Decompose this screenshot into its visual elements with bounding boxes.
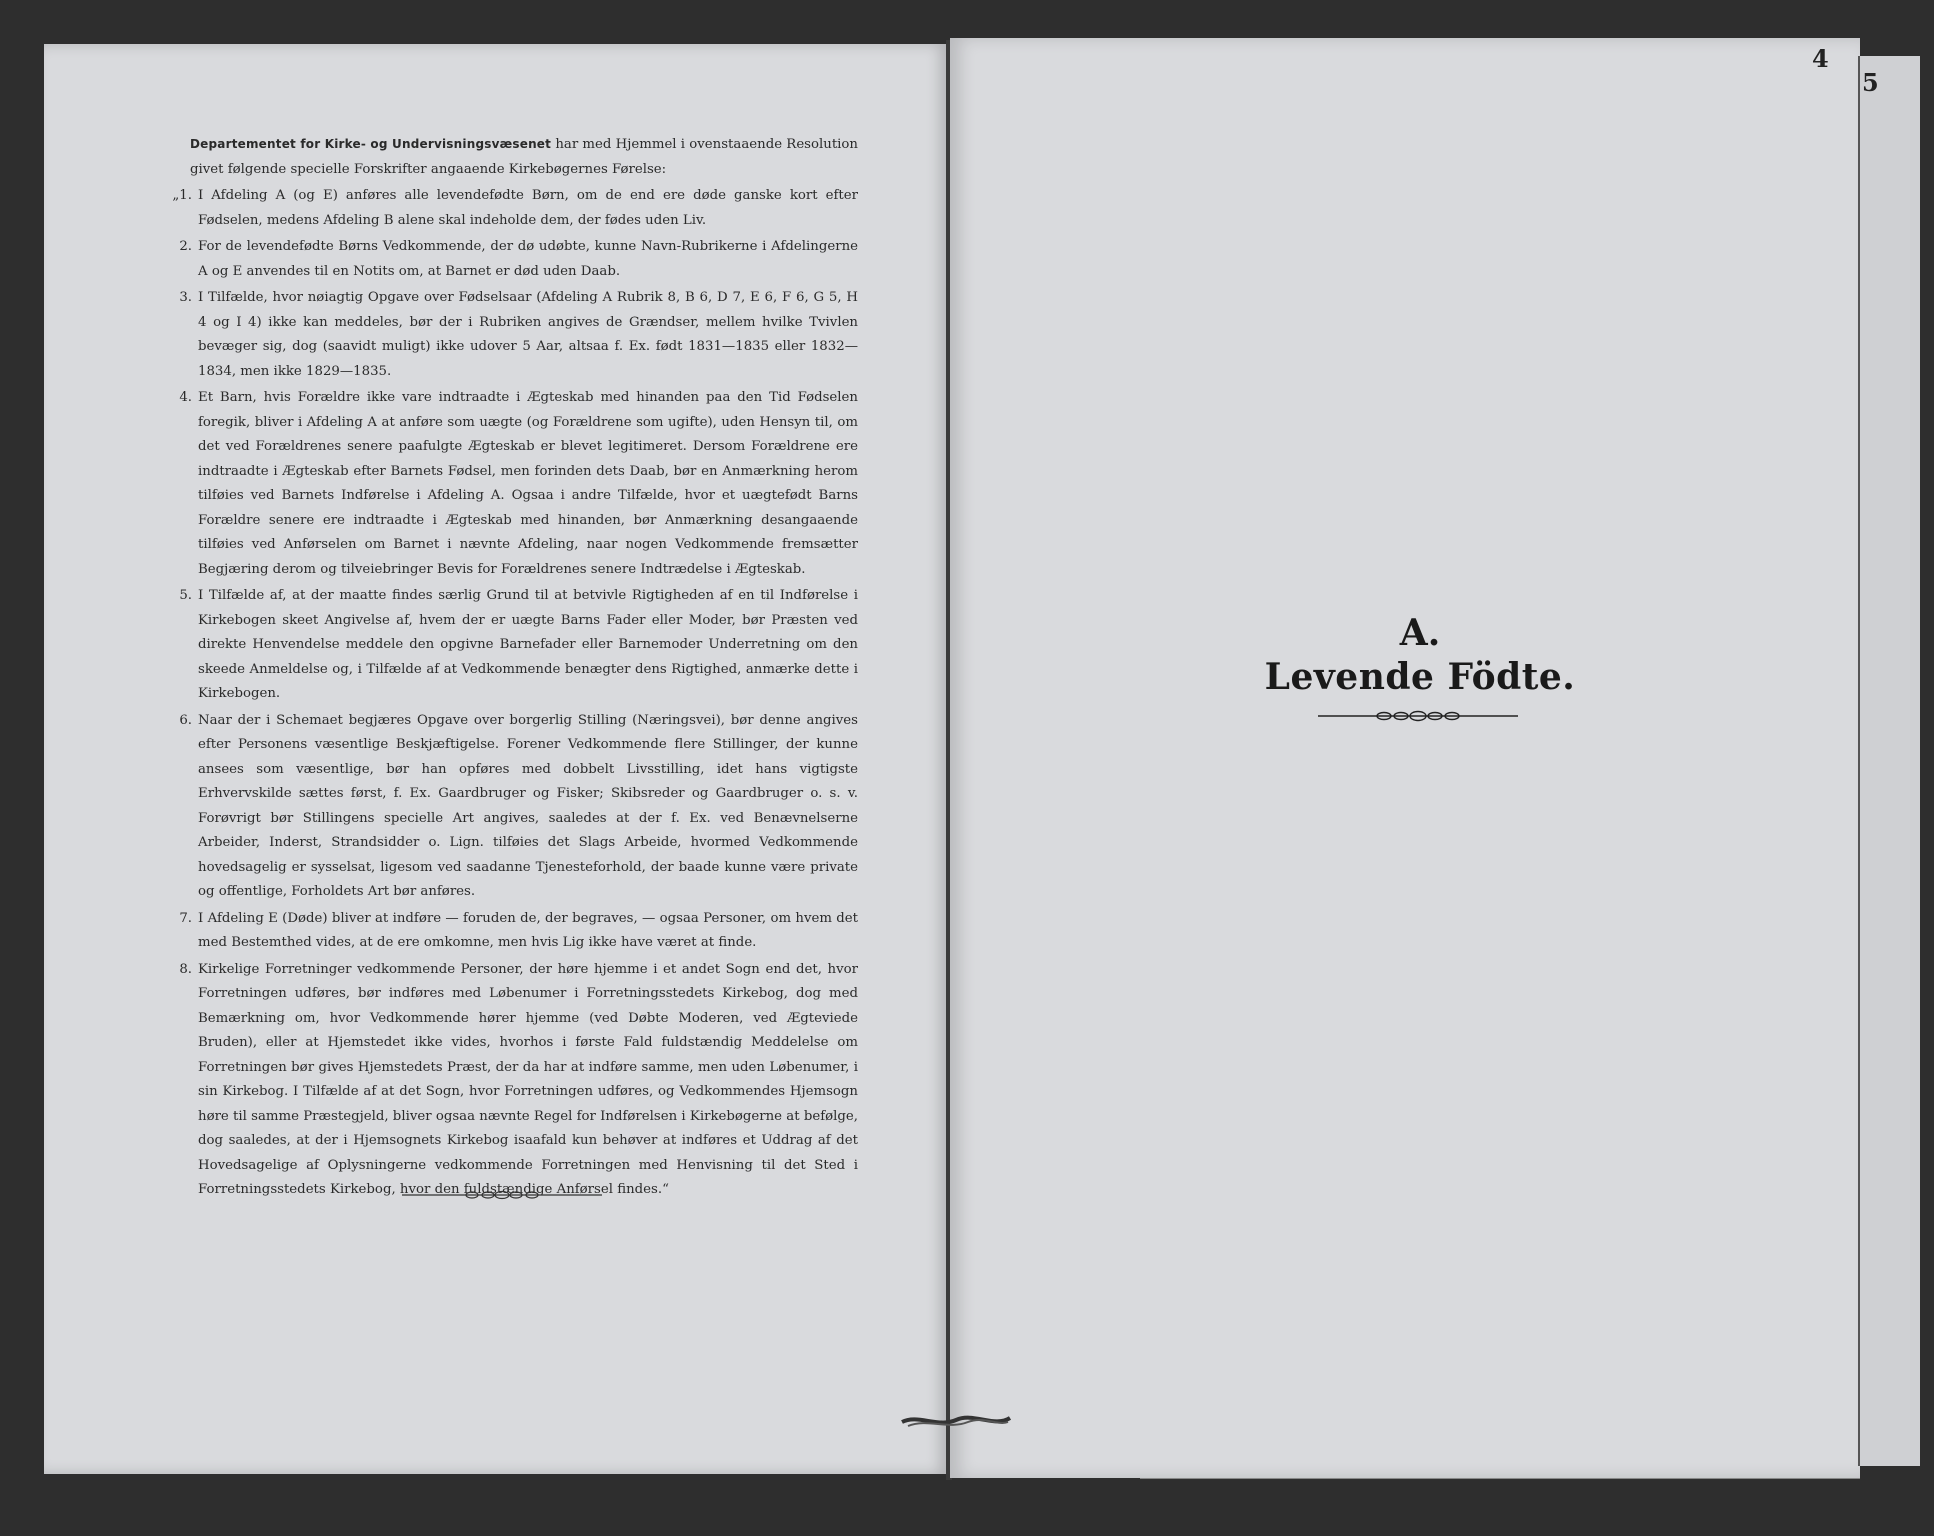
section-letter: A. [1399, 612, 1441, 654]
rule-text: For de levendefødte Børns Vedkommende, der dø udøbte, kunne Navn-Rubrikerne i Afdelingerne A og E anvendes til en Notits om, at Barnet er død uden Daab. [198, 239, 858, 279]
rule-item [158, 584, 858, 707]
page-number-left: 4 [1812, 44, 1829, 73]
next-page-edge [1858, 56, 1920, 1466]
rule-text: Kirkelige Forretninger vedkommende Personer, der høre hjemme i et andet Sogn end det, hvor Forretningen udføres, bør indføres med Løbenumer i Forretningsstedets Kirkebog, dog med Bemærkning om, hvor Vedkommende hører hjemme (ved Døbte Moderen, ved Ægteviede Bruden), eller at Hjemstedet ikke vides, hvorhos i første Fald fuldstændig Meddelelse om Forretningen bør gives Hjemstedets Præst, der da har at indføre samme, men uden Løbenumer, i sin Kirkebog. I Tilfælde af at det Sogn, hvor Forretningen udføres, og Vedkommendes Hjemsogn høre til samme Præstegjeld, bliver ogsaa nævnte Regel for Indførelsen i Kirkebøgerne at befølge, dog saaledes, at der i Hjemsognets Kirkebog isaafald kun behøver at indføres et Uddrag af det Hovedsagelige af Oplysningerne vedkommende Forretningen med Henvisning til det Sted i Forretningsstedets Kirkebog, hvor den fuldstændige Anførsel findes.“ [198, 961, 858, 1197]
rule-number: 7. [179, 910, 192, 926]
bottom-edge-line [1140, 1478, 1860, 1479]
right-page [950, 38, 1860, 1478]
rule-item [158, 907, 858, 956]
rule-item [158, 958, 858, 1203]
rule-number: 5. [179, 588, 192, 603]
rules-list [158, 184, 858, 1205]
rule-text: Naar der i Schemaet begjæres Opgave over borgerlig Stilling (Næringsvei), bør denne angives efter Personens væsentlige Beskjæftigelse. Forener Vedkommende flere Stillinger, der kunne ansees som væsentlige, bør han opføres med dobbelt Livsstilling, idet hans vigtigste Erhvervskilde sættes først, f. Ex. Gaardbruger og Fisker; Skibsreder og Gaardbruger o. s. v. Forøvrigt bør Stillingens specielle Art angives, saaledes at der f. Ex. ved Benævnelserne Arbeider, Inderst, Strandsidder o. Lign. tilføies det Slags Arbeide, hvormed Vedkommende hovedsagelig er sysselsat, ligesom ved saadanne Tjenesteforhold, der baade kunne være private og offentlige, Forholdets Art bør anføres. [198, 712, 858, 899]
rule-number: 6. [179, 712, 192, 728]
rule-number: „1. [172, 188, 192, 203]
rule-text: I Tilfælde af, at der maatte findes særlig Grund til at betvivle Rigtigheden af en til Indførelse i Kirkebogen skeet Angivelse af, hvem der er uægte Barns Fader eller Moder, bør Præsten ved direkte Henvendelse meddele den opgivne Barnefader eller Barnemoder Underretning om den skeede Anmeldelse og, i Tilfælde af at Vedkommende benægter dens Rigtighed, anmærke dette i Kirkebogen. [198, 588, 858, 701]
rule-item [158, 709, 858, 905]
rule-text: Et Barn, hvis Forældre ikke vare indtraadte i Ægteskab med hinanden paa den Tid Fødselen foregik, bliver i Afdeling A at anføre som uægte (og Forældrene som ugifte), uden Hensyn til, om det ved Forældrenes senere paafulgte Ægteskab er blevet legitimeret. Dersom Forældrene ere indtraadte i Ægteskab efter Barnets Fødsel, men forinden dets Daab, bør en Anmærkning herom tilføies ved Barnets Indførelse i Afdeling A. Ogsaa i andre Tilfælde, hvor et uægtefødt Barns Forældre senere ere indtraadte i Ægteskab med hinanden, bør Anmærkning desangaaende tilføies ved Anførselen om Barnet i nævnte Afdeling, naar nogen Vedkommende fremsætter Begjæring derom og tilveiebringer Bevis for Forældrenes senere Indtrædelse i Ægteskab. [198, 390, 858, 577]
department-name: Departementet for Kirke- og Undervisningsvæsenet [190, 137, 552, 151]
ornament-divider-right [1318, 708, 1518, 724]
page-number-right: 5 [1862, 68, 1879, 97]
rule-number: 3. [179, 290, 192, 305]
binding-stitch [898, 1408, 1014, 1432]
rule-item [158, 235, 858, 284]
rule-text: I Tilfælde, hvor nøiagtig Opgave over Fødselsaar (Afdeling A Rubrik 8, B 6, D 7, E 6, F 6, G 5, H 4 og I 4) ikke kan meddeles, bør der i Rubriken angives de Grændser, mellem hvilke Tvivlen bevæger sig, dog (saavidt muligt) ikke udover 5 Aar, altsaa f. Ex. født 1831—1835 eller 1832—1834, men ikke 1829—1835. [198, 290, 858, 379]
section-title: Levende Födte. [1264, 656, 1576, 698]
ornament-divider-left [402, 1188, 602, 1202]
rule-item [158, 184, 858, 233]
rule-text: I Afdeling A (og E) anføres alle levendefødte Børn, om de end ere døde ganske kort efter Fødselen, medens Afdeling B alene skal indeholde dem, der fødes uden Liv. [198, 188, 858, 228]
rule-text: I Afdeling E (Døde) bliver at indføre — foruden de, der begraves, — ogsaa Personer, om hvem det med Bestemthed vides, at de ere omkomne, men hvis Lig ikke have været at finde. [198, 910, 858, 950]
rule-number: 8. [179, 961, 192, 977]
rule-item [158, 286, 858, 384]
rule-number: 4. [179, 390, 192, 405]
intro-text: har med Hjemmel i ovenstaaende Resolution givet følgende specielle Forskrifter angaaende Kirkebøgernes Førelse: [190, 137, 858, 177]
rule-number: 2. [179, 239, 192, 254]
rule-item [158, 386, 858, 582]
instructions-intro [190, 132, 858, 182]
